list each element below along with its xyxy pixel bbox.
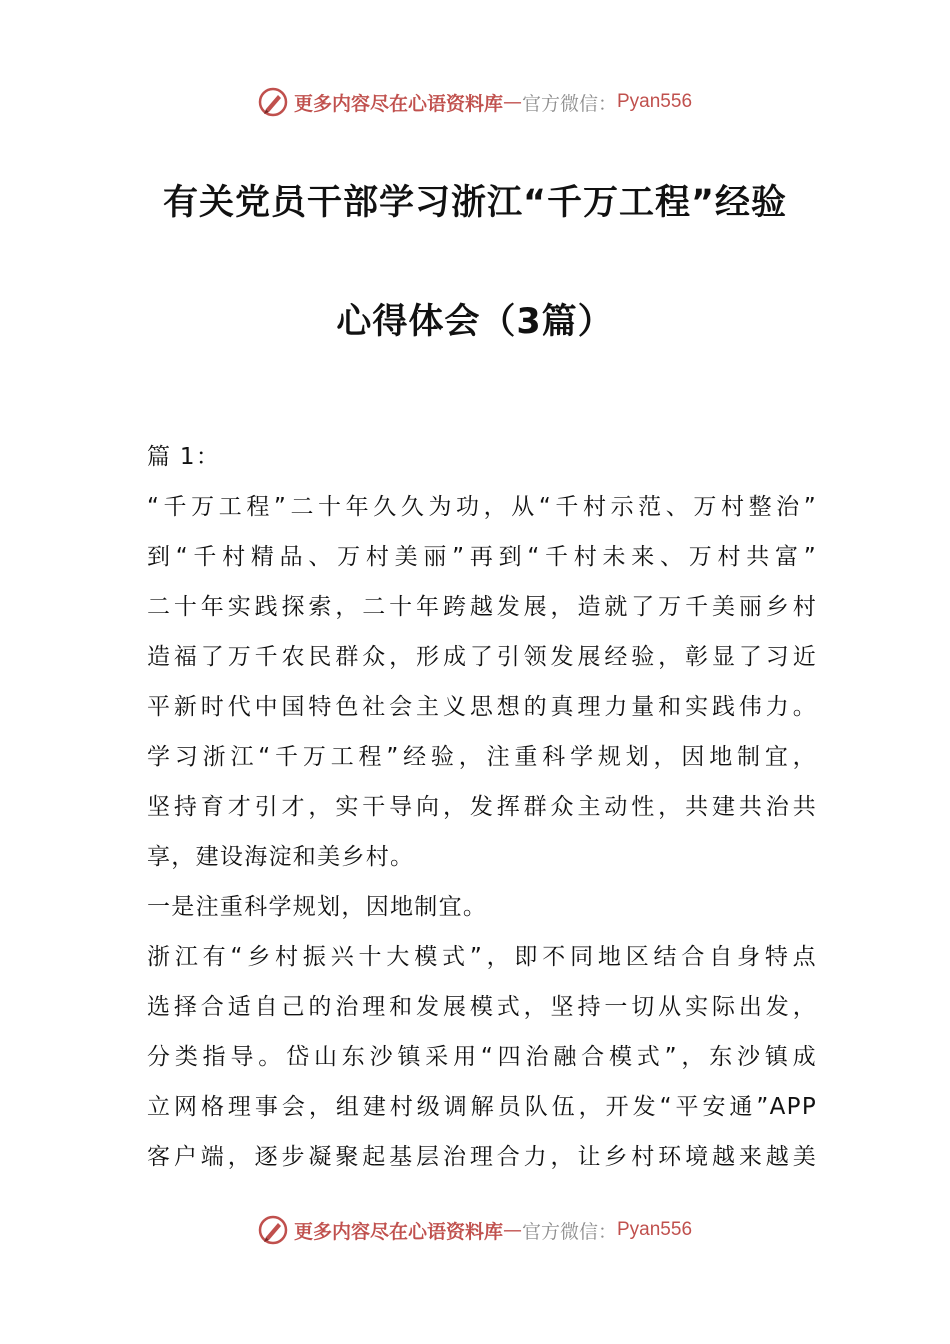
- watermark-separator: —: [502, 1219, 522, 1241]
- document-body: [147, 432, 817, 1182]
- body-line: 到“千村精品、万村美丽”再到“千村未来、万村共富”: [147, 544, 817, 570]
- section-heading: 篇 1：: [147, 444, 221, 470]
- body-line: “千万工程”二十年久久为功，从“千村示范、万村整治”: [147, 494, 817, 520]
- body-line: 享，建设海淀和美乡村。: [147, 844, 415, 870]
- body-line: 造福了万千农民群众，形成了引领发展经验，彰显了习近: [147, 644, 817, 670]
- document-title-line-2: 心得体会（3篇）: [336, 302, 614, 342]
- watermark-account-label: 官方微信：: [521, 1220, 617, 1243]
- body-line: 坚持育才引才，实干导向，发挥群众主动性，共建共治共: [147, 794, 817, 820]
- watermark-account-label: 官方微信：: [521, 92, 617, 115]
- watermark-account-id: Pyan556: [617, 1219, 693, 1240]
- body-line: 二十年实践探索，二十年跨越发展，造就了万千美丽乡村: [147, 594, 817, 620]
- body-line: 平新时代中国特色社会主义思想的真理力量和实践伟力。: [147, 694, 817, 720]
- watermark-banner-bottom: [0, 1210, 950, 1250]
- watermark-banner-top: [0, 82, 950, 122]
- pen-logo-icon: [258, 87, 288, 117]
- watermark-separator: —: [502, 91, 522, 113]
- body-line: 立网格理事会，组建村级调解员队伍，开发“平安通”APP: [147, 1094, 817, 1120]
- watermark-brand: 更多内容尽在心语资料库: [293, 92, 503, 115]
- document-title-line-1: 有关党员干部学习浙江“千万工程”经验: [162, 183, 787, 223]
- pen-logo-icon: [258, 1215, 288, 1245]
- body-line: 学习浙江“千万工程”经验，注重科学规划，因地制宜，: [147, 744, 817, 770]
- watermark-account-id: Pyan556: [617, 91, 693, 112]
- body-line: 客户端，逐步凝聚起基层治理合力，让乡村环境越来越美: [147, 1144, 817, 1170]
- subheading-line: 一是注重科学规划，因地制宜。: [147, 894, 488, 920]
- body-line: 浙江有“乡村振兴十大模式”，即不同地区结合自身特点: [147, 944, 817, 970]
- watermark-brand: 更多内容尽在心语资料库: [293, 1220, 503, 1243]
- body-line: 选择合适自己的治理和发展模式，坚持一切从实际出发，: [147, 994, 817, 1020]
- body-line: 分类指导。岱山东沙镇采用“四治融合模式”，东沙镇成: [147, 1044, 817, 1070]
